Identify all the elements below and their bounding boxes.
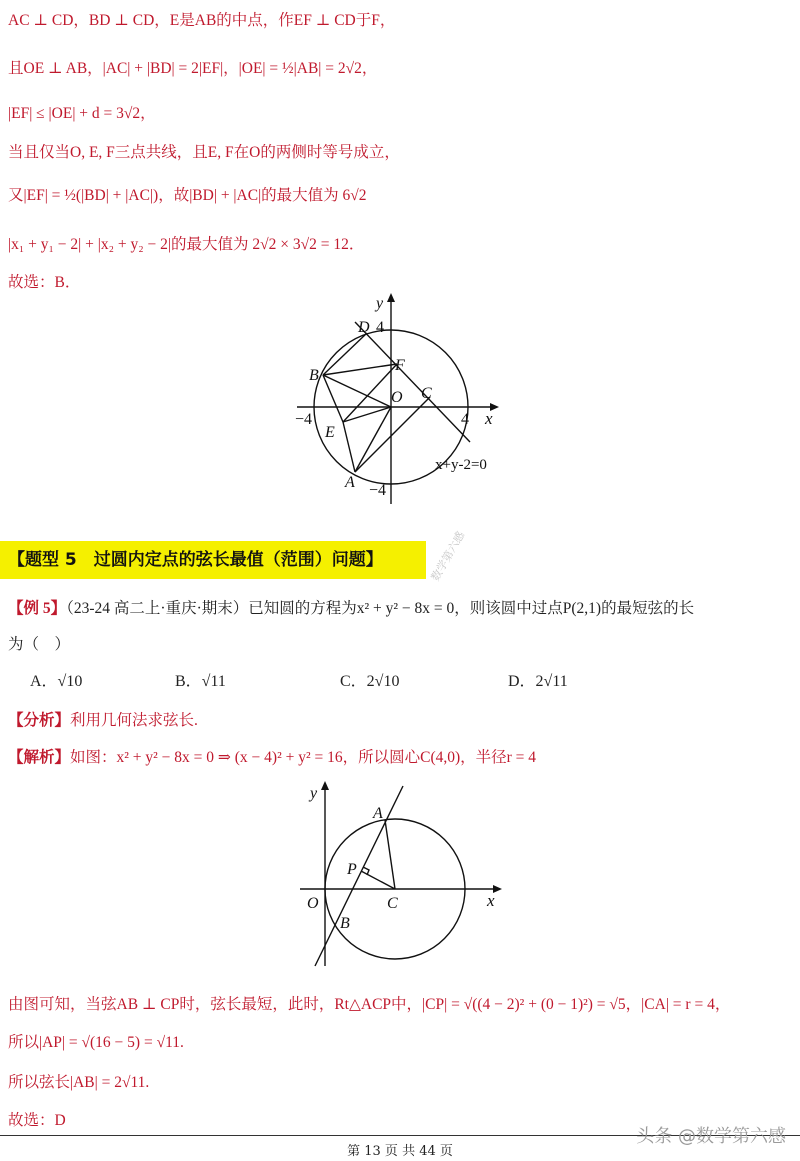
fig1-label-y: y [376,295,384,312]
tail-line-3: 所以弦长|AB| = 2√11. [8,1074,150,1091]
fig1-label-B: B [309,367,319,384]
text-line-5: 又|EF| = ½(|BD| + |AC|)，故|BD| + |AC|的最大值为 6√2 [8,187,367,204]
page-footer: 第 13 页 共 44 页 [347,1144,453,1159]
segment-BD [323,333,367,375]
brand-watermark: 头条 @数学第六感 [636,1126,786,1147]
text-line-7: 故选：B． [8,274,81,291]
option-C[interactable]: C．2√10 [340,673,400,690]
option-D[interactable]: D．2√11 [508,673,568,690]
tail-line-4: 故选：D [8,1112,66,1129]
fig1-line-label: x+y-2=0 [435,457,487,473]
segment-BF [323,364,397,375]
fig1-label-4-top: 4 [376,319,384,336]
fig1-label-neg4-bottom: −4 [369,482,387,499]
fig1-label-O: O [391,389,403,406]
text-line-4: 当且仅当O, E, F三点共线，且E, F在O的两侧时等号成立， [8,144,400,161]
line-x-plus-y [355,322,470,442]
solution-text: 如图：x² + y² − 8x = 0 ⇒ (x − 4)² + y² = 16，所以圆心C(4,0)，半径r = 4 [70,749,537,766]
option-B[interactable]: B．√11 [175,673,226,690]
analysis-line [8,708,198,730]
fig1-label-neg4-left: −4 [295,411,313,428]
text-line-3: |EF| ≤ |OE| + d = 3√2， [8,105,156,122]
text-line-6: |x₁ + y₁ − 2| + |x₂ + y₂ − 2|的最大值为 2√2 × 3√2 = 12． [8,236,365,253]
segment-EA [343,422,355,472]
section-header: 【题型 5 过圆内定点的弦长最值（范围）问题】 [0,541,426,579]
option-A[interactable]: A．√10 [30,673,83,690]
segment-CP [361,871,395,889]
fig1-label-E: E [325,424,335,441]
fig1-label-x: x [485,409,493,428]
analysis-text: 利用几何法求弦长. [70,712,198,729]
figure-circle-line [285,292,525,507]
tail-line-1: 由图可知，当弦AB ⊥ CP时，弦长最短，此时，Rt△ACP中，|CP| = √((4 − 2)² + (0 − 1)²) = √5，|CA| = r = 4， [8,996,731,1013]
segment-CA [385,820,395,889]
fig2-label-x: x [487,891,495,910]
fig1-label-C: C [421,385,432,402]
example-line-1 [8,596,694,618]
fig2-label-O: O [307,895,319,912]
tail-line-2: 所以|AP| = √(16 − 5) = √11. [8,1034,184,1051]
text-line-2: 且OE ⊥ AB，|AC| + |BD| = 2|EF|，|OE| = ½|AB| = 2√2， [8,60,378,77]
fig1-label-D: D [358,319,370,336]
fig2-label-B: B [340,915,350,932]
fig2-label-P: P [347,861,357,878]
fig1-label-F: F [395,357,405,374]
fig1-label-4-right: 4 [461,411,469,428]
segment-BE [323,375,343,422]
solution-line [8,745,536,767]
analysis-tag: 【分析】 [8,712,71,729]
segment-AC [355,397,430,472]
fig2-label-A: A [373,805,383,822]
solution-tag: 【解析】 [8,749,71,766]
example-tag: 【例 5】 [8,600,67,617]
watermark: 数学第六感 [428,529,468,584]
chord-line [315,786,403,966]
fig1-label-A: A [345,474,355,491]
example-line-2: 为（ ） [8,636,71,653]
fig2-label-C: C [387,895,398,912]
fig2-label-y: y [310,785,318,802]
text-line-1: AC ⊥ CD，BD ⊥ CD，E是AB的中点，作EF ⊥ CD于F， [8,12,396,29]
figure-chord-diagram [295,778,510,968]
example-text: （23-24 高二上·重庆·期末）已知圆的方程为x² + y² − 8x = 0，则该圆中过点P(2,1)的最短弦的长 [66,600,695,617]
segment-BO [323,375,391,407]
